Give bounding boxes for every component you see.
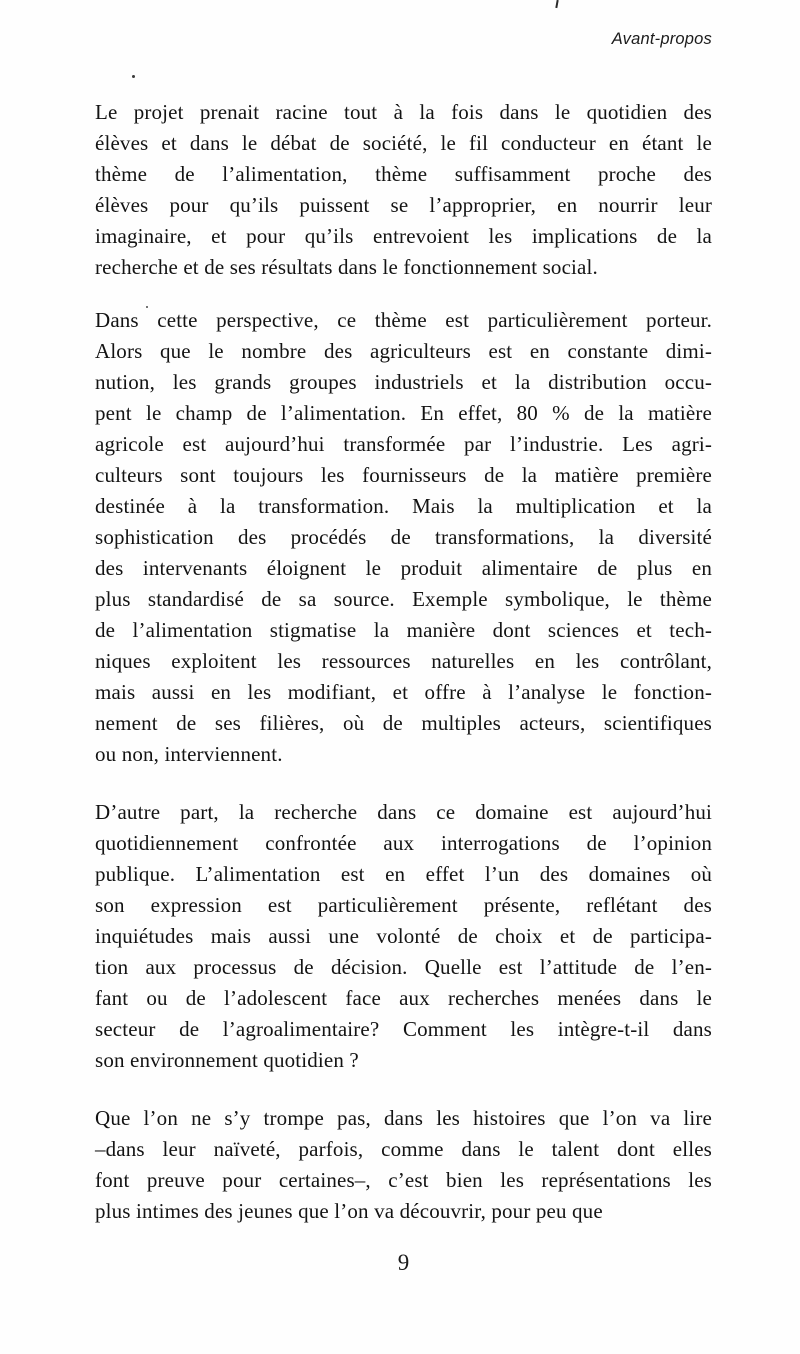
scan-artifact-dot [132, 75, 135, 78]
page-number: 9 [397, 1250, 410, 1275]
paragraph [95, 797, 712, 1076]
text-line: niques exploitent les ressources naturelles en les contrôlant, [95, 649, 712, 673]
text-line: mais aussi en les modifiant, et offre à l’analyse le fonction- [95, 680, 712, 704]
text-line: –dans leur naïveté, parfois, comme dans le talent dont elles [95, 1137, 712, 1161]
running-header: Avant-propos [611, 30, 712, 48]
text-line: publique. L’alimentation est en effet l’un des domaines où [95, 862, 712, 886]
text-line: nution, les grands groupes industriels et la distribution occu- [95, 370, 712, 394]
text-line: destinée à la transformation. Mais la multiplication et la [95, 494, 712, 518]
text-line: fant ou de l’adolescent face aux recherches menées dans le [95, 986, 712, 1010]
text-line: font preuve pour certaines–, c’est bien les représentations les [95, 1168, 712, 1192]
text-line: recherche et de ses résultats dans le fonctionnement social. [95, 255, 598, 279]
text-line: élèves pour qu’ils puissent se l’approprier, en nourrir leur [95, 193, 712, 217]
text-line: quotidiennement confrontée aux interrogations de l’opinion [95, 831, 712, 855]
text-line: ou non, interviennent. [95, 742, 283, 766]
text-line: des intervenants éloignent le produit alimentaire de plus en [95, 556, 712, 580]
text-line: culteurs sont toujours les fournisseurs de la matière première [95, 463, 712, 487]
text-line: Alors que le nombre des agriculteurs est en constante dimi- [95, 339, 712, 363]
text-line: pent le champ de l’alimentation. En effet, 80 % de la matière [95, 401, 712, 425]
scan-artifact-tick [555, 0, 558, 8]
text-line: secteur de l’agroalimentaire? Comment les intègre-t-il dans [95, 1017, 712, 1041]
paragraph [95, 97, 712, 283]
text-line: élèves et dans le débat de société, le fil conducteur en étant le [95, 131, 712, 155]
text-line: nement de ses filières, où de multiples acteurs, scientifiques [95, 711, 712, 735]
text-line: plus standardisé de sa source. Exemple symbolique, le thème [95, 587, 712, 611]
text-line: thème de l’alimentation, thème suffisamment proche des [95, 162, 712, 186]
text-line: Que l’on ne s’y trompe pas, dans les histoires que l’on va lire [95, 1106, 712, 1130]
text-line: inquiétudes mais aussi une volonté de choix et de participa- [95, 924, 712, 948]
text-line: imaginaire, et pour qu’ils entrevoient les implications de la [95, 224, 712, 248]
text-line: Dans cette perspective, ce thème est particulièrement porteur. [95, 308, 712, 332]
text-line: sophistication des procédés de transformations, la diversité [95, 525, 712, 549]
text-line: son environnement quotidien ? [95, 1048, 359, 1072]
paragraph [95, 305, 712, 770]
paragraph [95, 1103, 712, 1227]
text-line: son expression est particulièrement présente, reflétant des [95, 893, 712, 917]
text-line: Le projet prenait racine tout à la fois dans le quotidien des [95, 100, 712, 124]
text-line: D’autre part, la recherche dans ce domaine est aujourd’hui [95, 800, 712, 824]
body-text [95, 97, 712, 1227]
text-line: tion aux processus de décision. Quelle est l’attitude de l’en- [95, 955, 712, 979]
text-line: plus intimes des jeunes que l’on va découvrir, pour peu que [95, 1199, 603, 1223]
text-line: de l’alimentation stigmatise la manière dont sciences et tech- [95, 618, 712, 642]
text-line: agricole est aujourd’hui transformée par l’industrie. Les agri- [95, 432, 712, 456]
